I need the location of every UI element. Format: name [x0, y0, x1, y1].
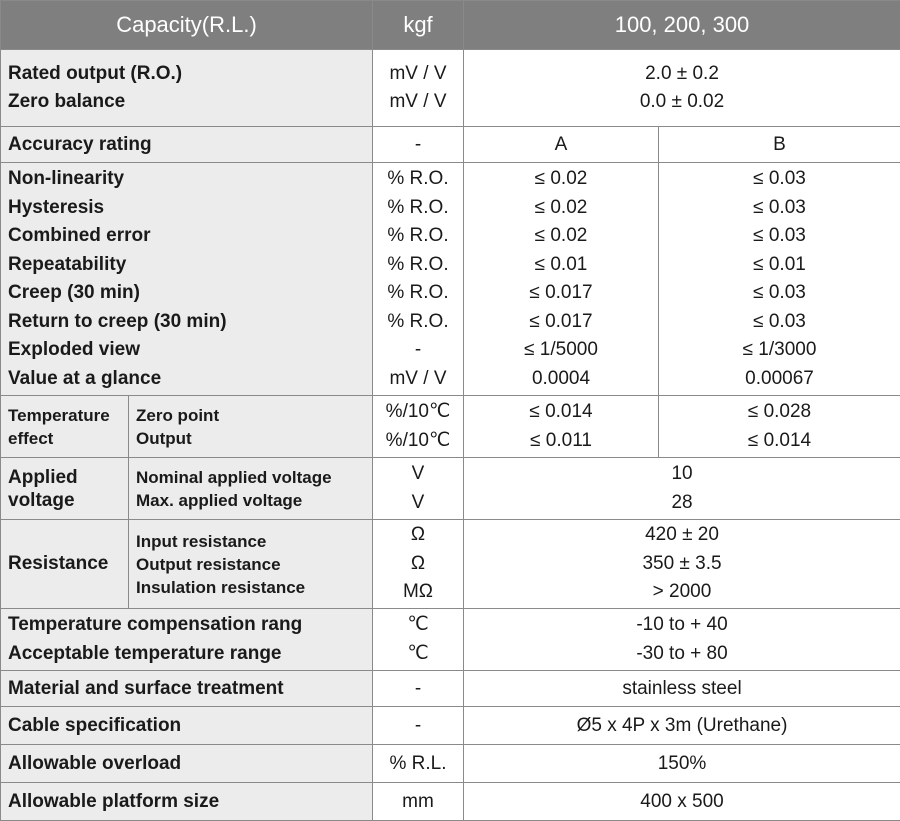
material-unit: -	[373, 671, 464, 707]
acceptable-range-unit: ℃	[373, 640, 463, 669]
applied-voltage-row	[1, 458, 900, 520]
max-voltage-value: 28	[464, 489, 900, 518]
platform-value: 400 x 500	[464, 783, 900, 821]
output-resistance-value: 350 ± 3.5	[464, 550, 900, 579]
non-linearity-a: ≤ 0.02	[464, 165, 658, 194]
overload-value: 150%	[464, 745, 900, 783]
overload-unit: % R.L.	[373, 745, 464, 783]
creep-label: Creep (30 min)	[8, 279, 372, 308]
combined-error-label: Combined error	[8, 222, 372, 251]
rated-output-unit: mV / V	[373, 60, 463, 89]
accuracy-label: Accuracy rating	[1, 127, 373, 163]
accuracy-unit: -	[373, 127, 464, 163]
output-resistance-unit: Ω	[373, 550, 463, 579]
temperature-effect-class-a	[464, 396, 659, 458]
applied-voltage-group-line2: voltage	[8, 489, 128, 512]
material-row	[1, 671, 900, 707]
compensation-range-unit: ℃	[373, 611, 463, 640]
return-to-creep-label: Return to creep (30 min)	[8, 308, 372, 337]
creep-unit: % R.O.	[373, 279, 463, 308]
max-voltage-label: Max. applied voltage	[136, 489, 372, 512]
repeatability-label: Repeatability	[8, 251, 372, 280]
performance-row	[1, 163, 900, 396]
value-at-a-glance-b: 0.00067	[659, 365, 900, 394]
hysteresis-unit: % R.O.	[373, 194, 463, 223]
temperature-effect-items	[129, 396, 373, 458]
performance-class-b	[659, 163, 900, 396]
accuracy-class-b: B	[659, 127, 900, 163]
cable-label: Cable specification	[1, 707, 373, 745]
applied-voltage-group	[1, 458, 129, 520]
cable-unit: -	[373, 707, 464, 745]
header-row	[1, 1, 900, 50]
combined-error-unit: % R.O.	[373, 222, 463, 251]
cable-value: Ø5 x 4P x 3m (Urethane)	[464, 707, 900, 745]
compensation-range-value: -10 to + 40	[464, 611, 900, 640]
creep-b: ≤ 0.03	[659, 279, 900, 308]
rated-row	[1, 50, 900, 127]
temperature-effect-row	[1, 396, 900, 458]
accuracy-class-a: A	[464, 127, 659, 163]
rated-output-label: Rated output (R.O.)	[8, 60, 372, 89]
zero-balance-label: Zero balance	[8, 88, 372, 117]
zero-point-a: ≤ 0.014	[464, 398, 658, 427]
repeatability-b: ≤ 0.01	[659, 251, 900, 280]
hysteresis-b: ≤ 0.03	[659, 194, 900, 223]
performance-class-a	[464, 163, 659, 396]
temperature-effect-group	[1, 396, 129, 458]
zero-point-b: ≤ 0.028	[659, 398, 900, 427]
nominal-voltage-unit: V	[373, 460, 463, 489]
zero-balance-unit: mV / V	[373, 88, 463, 117]
applied-voltage-values	[464, 458, 900, 520]
applied-voltage-items	[129, 458, 373, 520]
max-voltage-unit: V	[373, 489, 463, 518]
resistance-items	[129, 520, 373, 609]
non-linearity-b: ≤ 0.03	[659, 165, 900, 194]
exploded-view-b: ≤ 1/3000	[659, 336, 900, 365]
capacity-unit-header: kgf	[373, 1, 464, 50]
compensation-range-label: Temperature compensation rang	[8, 611, 372, 640]
applied-voltage-units	[373, 458, 464, 520]
resistance-units	[373, 520, 464, 609]
temperature-effect-units	[373, 396, 464, 458]
repeatability-a: ≤ 0.01	[464, 251, 658, 280]
overload-row	[1, 745, 900, 783]
zero-point-label: Zero point	[136, 404, 372, 427]
rated-units	[373, 50, 464, 127]
temperature-effect-group-line1: Temperature	[8, 404, 128, 427]
resistance-row	[1, 520, 900, 609]
temperature-effect-group-line2: effect	[8, 427, 128, 450]
temperature-range-units	[373, 609, 464, 671]
temperature-range-row	[1, 609, 900, 671]
output-label: Output	[136, 427, 372, 450]
rated-values	[464, 50, 900, 127]
overload-label: Allowable overload	[1, 745, 373, 783]
accuracy-row	[1, 127, 900, 163]
applied-voltage-group-line1: Applied	[8, 466, 128, 489]
material-value: stainless steel	[464, 671, 900, 707]
zero-balance-value: 0.0 ± 0.02	[464, 88, 900, 117]
output-resistance-label: Output resistance	[136, 553, 372, 576]
zero-point-unit: %/10℃	[373, 398, 463, 427]
combined-error-a: ≤ 0.02	[464, 222, 658, 251]
insulation-resistance-value: > 2000	[464, 578, 900, 607]
platform-label: Allowable platform size	[1, 783, 373, 821]
acceptable-range-value: -30 to + 80	[464, 640, 900, 669]
rated-output-value: 2.0 ± 0.2	[464, 60, 900, 89]
value-at-a-glance-a: 0.0004	[464, 365, 658, 394]
output-b: ≤ 0.014	[659, 427, 900, 456]
acceptable-range-label: Acceptable temperature range	[8, 640, 372, 669]
value-at-a-glance-label: Value at a glance	[8, 365, 372, 394]
value-at-a-glance-unit: mV / V	[373, 365, 463, 394]
creep-a: ≤ 0.017	[464, 279, 658, 308]
resistance-values	[464, 520, 900, 609]
performance-labels	[1, 163, 373, 396]
material-label: Material and surface treatment	[1, 671, 373, 707]
cable-row	[1, 707, 900, 745]
exploded-view-a: ≤ 1/5000	[464, 336, 658, 365]
rated-labels	[1, 50, 373, 127]
non-linearity-unit: % R.O.	[373, 165, 463, 194]
capacity-header: Capacity(R.L.)	[1, 1, 373, 50]
output-unit: %/10℃	[373, 427, 463, 456]
combined-error-b: ≤ 0.03	[659, 222, 900, 251]
temperature-effect-class-b	[659, 396, 900, 458]
platform-unit: mm	[373, 783, 464, 821]
return-to-creep-unit: % R.O.	[373, 308, 463, 337]
hysteresis-a: ≤ 0.02	[464, 194, 658, 223]
resistance-group: Resistance	[1, 520, 129, 609]
non-linearity-label: Non-linearity	[8, 165, 372, 194]
input-resistance-unit: Ω	[373, 521, 463, 550]
input-resistance-value: 420 ± 20	[464, 521, 900, 550]
return-to-creep-b: ≤ 0.03	[659, 308, 900, 337]
input-resistance-label: Input resistance	[136, 530, 372, 553]
nominal-voltage-value: 10	[464, 460, 900, 489]
temperature-range-values	[464, 609, 900, 671]
nominal-voltage-label: Nominal applied voltage	[136, 466, 372, 489]
exploded-view-label: Exploded view	[8, 336, 372, 365]
temperature-range-labels	[1, 609, 373, 671]
output-a: ≤ 0.011	[464, 427, 658, 456]
hysteresis-label: Hysteresis	[8, 194, 372, 223]
performance-units	[373, 163, 464, 396]
insulation-resistance-unit: MΩ	[373, 578, 463, 607]
capacity-values-header: 100, 200, 300	[464, 1, 900, 50]
exploded-view-unit: -	[373, 336, 463, 365]
platform-row	[1, 783, 900, 821]
insulation-resistance-label: Insulation resistance	[136, 576, 372, 599]
repeatability-unit: % R.O.	[373, 251, 463, 280]
return-to-creep-a: ≤ 0.017	[464, 308, 658, 337]
